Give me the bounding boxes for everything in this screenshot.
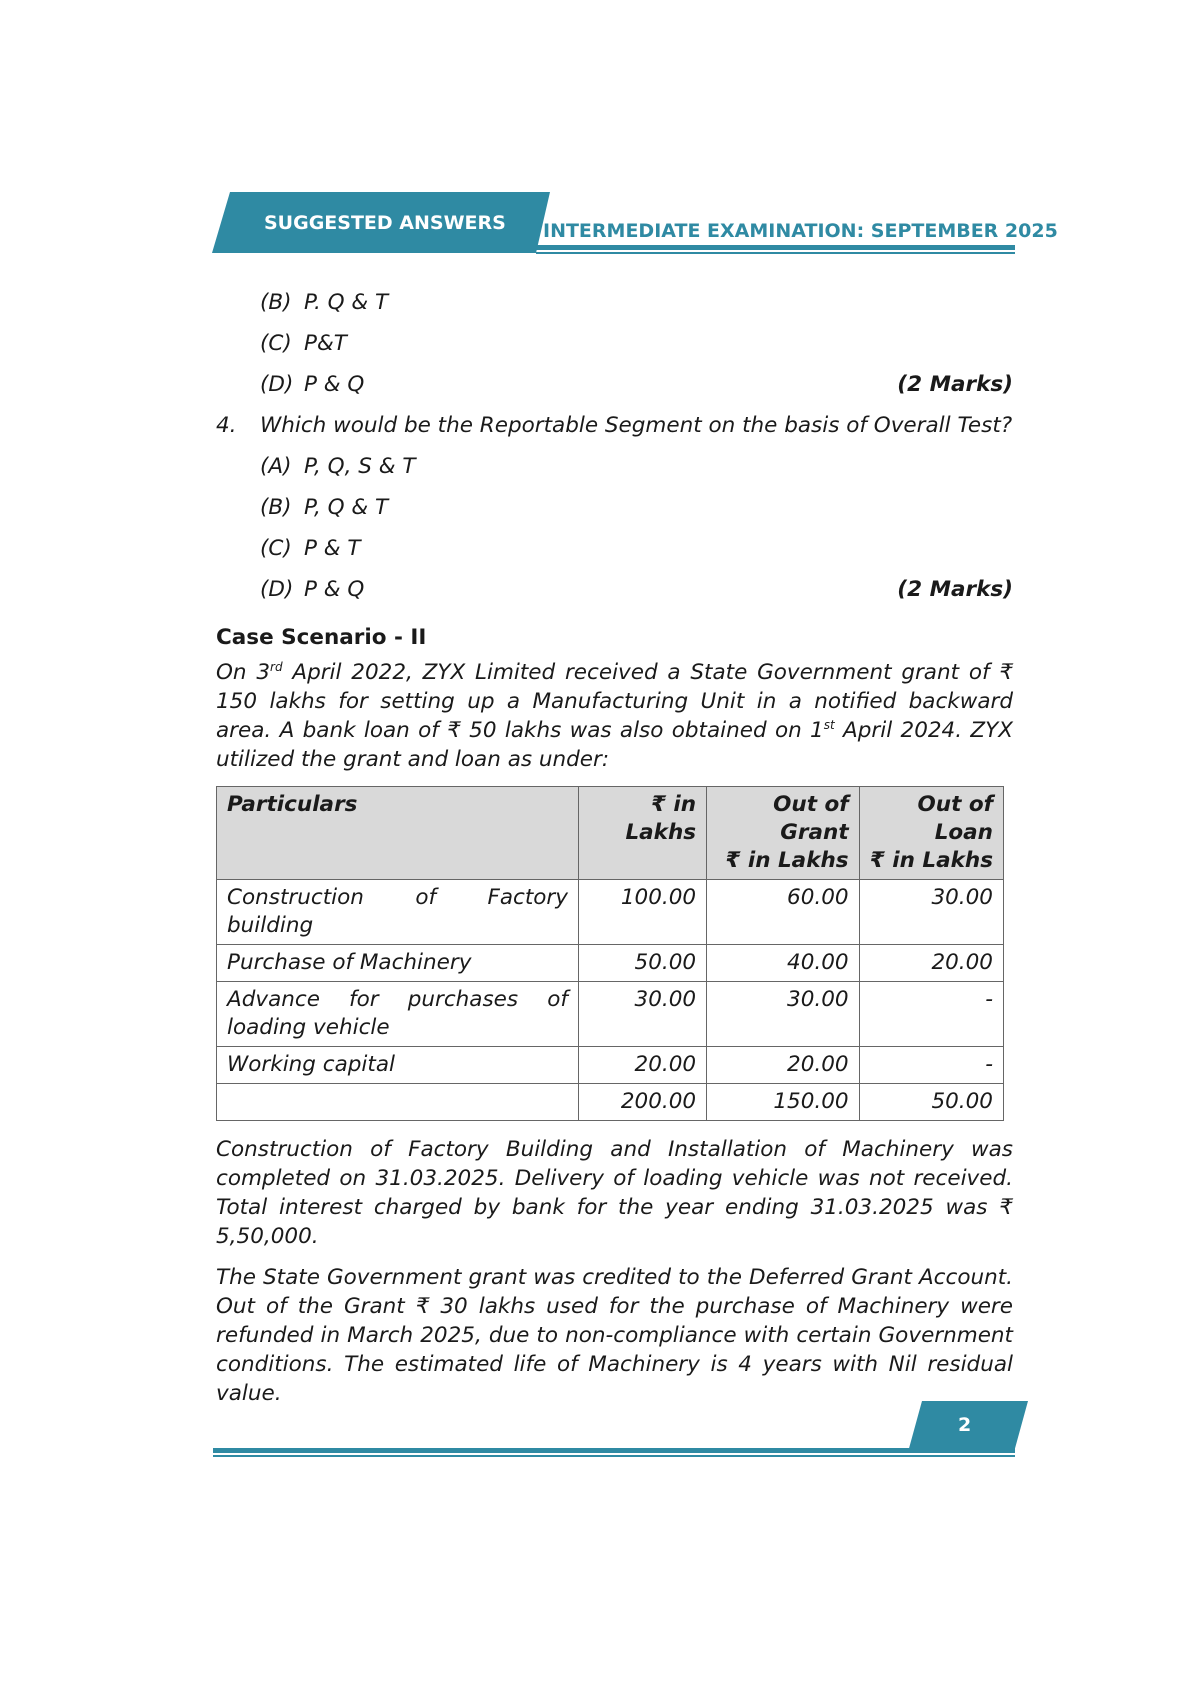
header-amount: ₹ in Lakhs — [578, 787, 706, 880]
option-q3-b — [216, 290, 1013, 331]
option-letter: (B) — [260, 495, 292, 520]
question-4 — [216, 413, 1013, 454]
case-paragraph-2: Construction of Factory Building and Installation of Machinery was completed on 31.03.2025. Delivery of loading vehicle was not received. Total interest charged by bank for the year ending 31.03.2025 was ₹ 5,50,000. — [216, 1137, 1013, 1249]
cell-amount: 20.00 — [578, 1047, 706, 1084]
marks-label: (2 Marks) — [897, 577, 1013, 602]
marks-label: (2 Marks) — [897, 372, 1013, 397]
cell-grant: 60.00 — [707, 880, 860, 945]
question-text: Which would be the Reportable Segment on the basis of Overall Test? — [260, 413, 1013, 438]
option-q4-a — [216, 454, 1013, 495]
header-grant-line2: ₹ in Lakhs — [725, 848, 849, 873]
utilization-table — [216, 786, 1004, 1121]
intro-text-3: April 2024. ZYX utilized the grant and loan as under: — [216, 718, 1013, 772]
case-paragraph-3: The State Government grant was credited to the Deferred Grant Account. Out of the Grant ₹ 30 lakhs used for the purchase of Machinery were refunded in March 2025, due to non-compliance with certain Government conditions. The estimated life of Machinery is 4 years with Nil residual value. — [216, 1265, 1013, 1406]
cell-loan: - — [859, 1047, 1003, 1084]
option-text: P&T — [304, 331, 347, 356]
cell-amount: 100.00 — [578, 880, 706, 945]
option-q4-b — [216, 495, 1013, 536]
table-row — [217, 880, 1004, 945]
option-letter: (A) — [260, 454, 292, 479]
table-header-row — [217, 787, 1004, 880]
intro-text-2: April 2022, ZYX Limited received a State Government grant of ₹ 150 lakhs for setting up a Manufacturing Unit in a notified backward area. A bank loan of ₹ 50 lakhs was also obtained on 1 — [216, 660, 1014, 743]
case-scenario-title: Case Scenario - II — [216, 625, 427, 650]
page-content — [216, 290, 1013, 1408]
case-intro-paragraph — [216, 658, 1013, 774]
cell-amount: 30.00 — [578, 982, 706, 1047]
footer-rule-thin — [213, 1455, 1015, 1457]
cell-loan-total: 50.00 — [859, 1084, 1003, 1121]
option-letter: (C) — [260, 536, 292, 561]
cell-loan: 20.00 — [859, 945, 1003, 982]
option-text: P & Q — [304, 577, 365, 602]
intro-sup-1: rd — [270, 659, 283, 674]
cell-particulars: Purchase of Machinery — [217, 945, 579, 982]
cell-particulars: Advance for purchases of loading vehicle — [217, 982, 579, 1047]
header-grant-line1: Out of Grant — [773, 792, 849, 845]
cell-loan: 30.00 — [859, 880, 1003, 945]
table-total-row — [217, 1084, 1004, 1121]
header-grant — [707, 787, 860, 880]
option-q4-c — [216, 536, 1013, 577]
cell-amount-total: 200.00 — [578, 1084, 706, 1121]
header-particulars: Particulars — [217, 787, 579, 880]
option-q3-d — [216, 372, 1013, 413]
cell-grant: 40.00 — [707, 945, 860, 982]
page-number: 2 — [958, 1414, 972, 1436]
header-loan — [859, 787, 1003, 880]
cell-particulars: Working capital — [217, 1047, 579, 1084]
cell-grant: 30.00 — [707, 982, 860, 1047]
cell-grant-total: 150.00 — [707, 1084, 860, 1121]
option-text: P & Q — [304, 372, 365, 397]
table-row — [217, 1047, 1004, 1084]
cell-particulars — [217, 1084, 579, 1121]
option-text: P & T — [304, 536, 361, 561]
option-text: P. Q & T — [304, 290, 389, 315]
option-letter: (C) — [260, 331, 292, 356]
footer-rule — [213, 1448, 1015, 1453]
option-text: P, Q & T — [304, 495, 389, 520]
header-left-label: SUGGESTED ANSWERS — [264, 212, 506, 234]
option-letter: (D) — [260, 577, 294, 602]
header-loan-line1: Out of Loan — [917, 792, 993, 845]
intro-text-1: On 3 — [216, 660, 271, 685]
option-letter: (B) — [260, 290, 292, 315]
header-right-label: INTERMEDIATE EXAMINATION: SEPTEMBER 2025 — [543, 220, 1058, 242]
option-q3-c — [216, 331, 1013, 372]
header-loan-line2: ₹ in Lakhs — [869, 848, 993, 873]
cell-grant: 20.00 — [707, 1047, 860, 1084]
option-q4-d — [216, 577, 1013, 618]
option-text: P, Q, S & T — [304, 454, 416, 479]
table-row — [217, 945, 1004, 982]
question-number: 4. — [216, 413, 237, 438]
header-rule — [536, 245, 1015, 250]
intro-sup-2: st — [823, 717, 835, 732]
table-row — [217, 982, 1004, 1047]
cell-amount: 50.00 — [578, 945, 706, 982]
cell-loan: - — [859, 982, 1003, 1047]
header-rule-thin — [536, 252, 1015, 254]
option-letter: (D) — [260, 372, 294, 397]
cell-particulars: Construction of Factory building — [217, 880, 579, 945]
